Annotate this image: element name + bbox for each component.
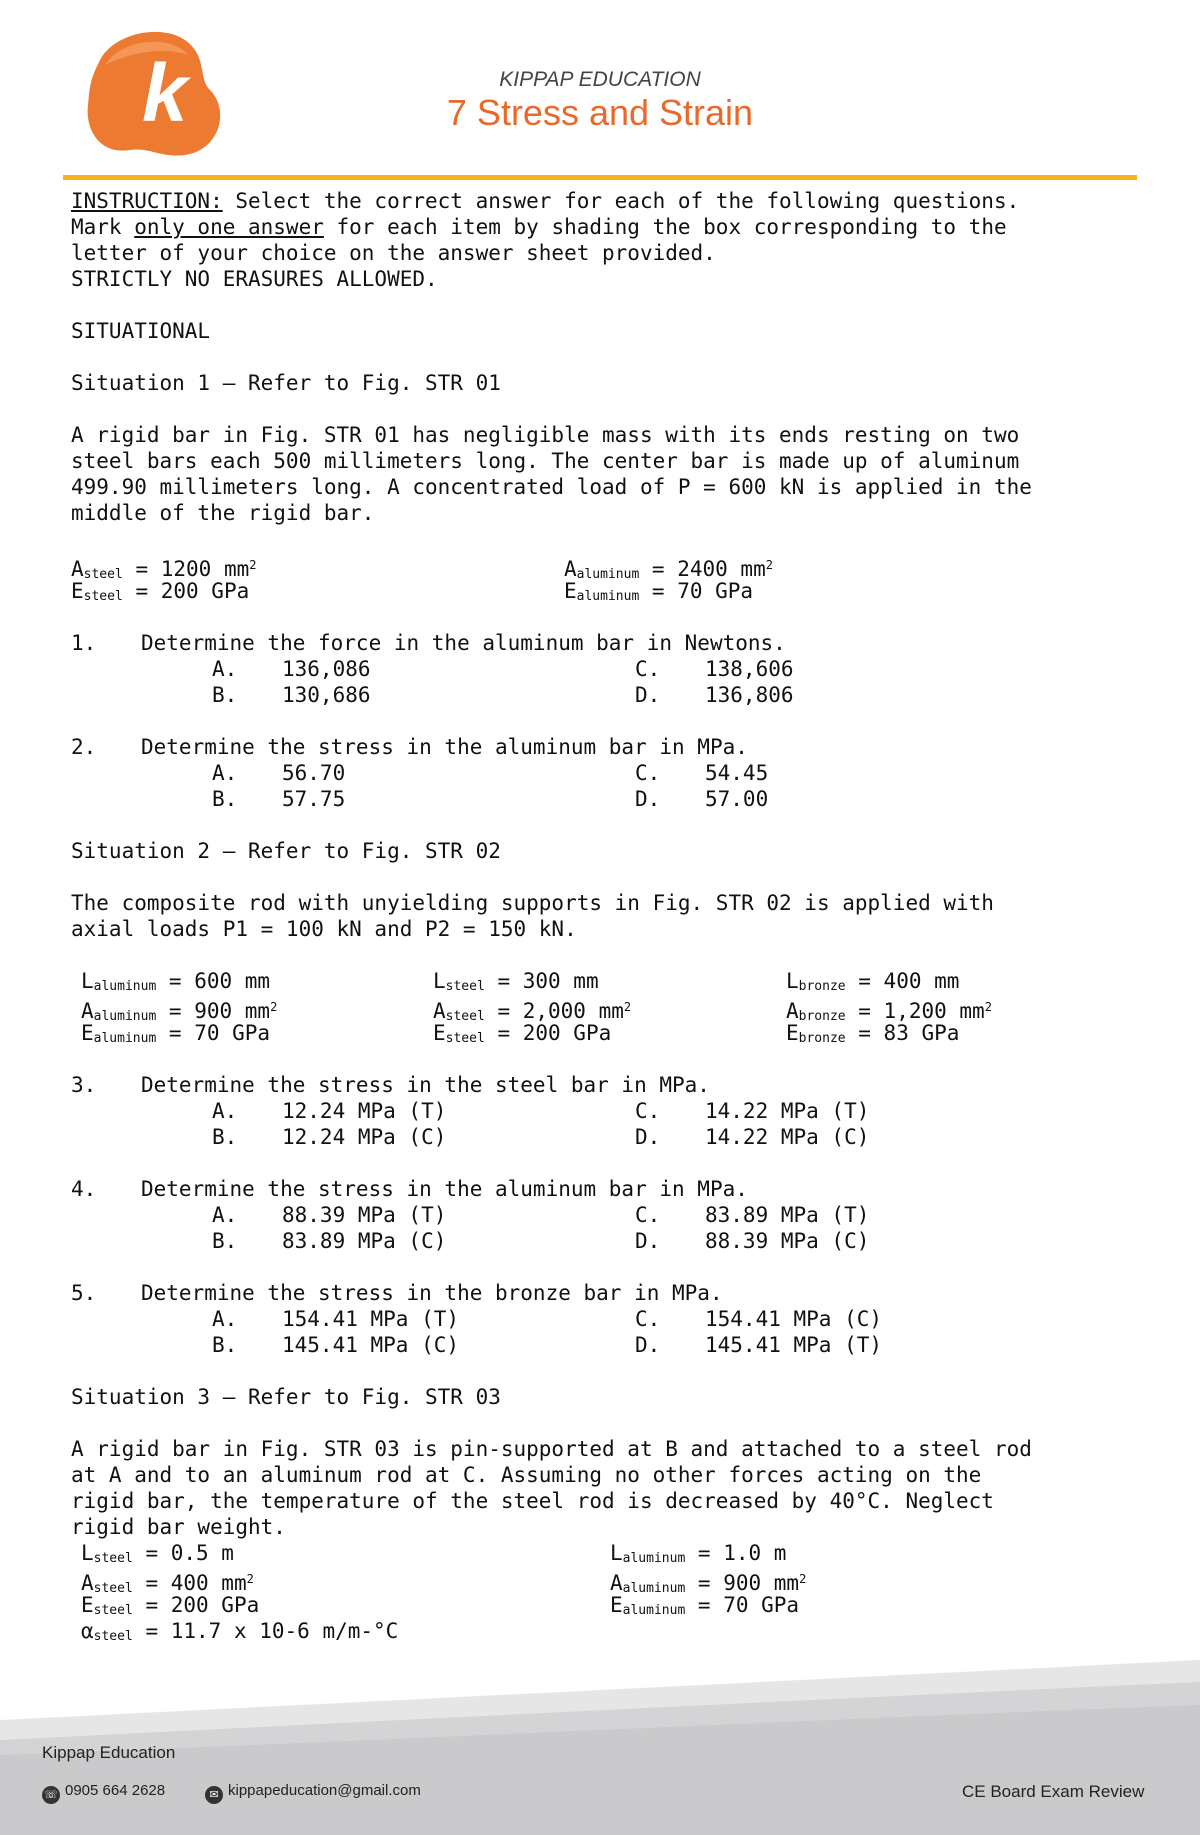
question-4 — [71, 1176, 1131, 1254]
instruction-text-3: letter of your choice on the answer sheet provided. — [71, 241, 716, 265]
given-e-steel: $E_{steel} = 200$ GPa — [71, 579, 250, 604]
situation-1-givens — [71, 552, 1131, 604]
situation-2-line: The composite rod with unyielding supports in Fig. STR 02 is applied with — [71, 891, 994, 915]
question-2 — [71, 734, 1131, 812]
option-a[interactable]: A. 56.70 — [212, 761, 346, 785]
instruction-label: INSTRUCTION: — [71, 189, 223, 213]
instruction-block — [71, 188, 1131, 292]
option-c[interactable]: C. 138,606 — [635, 657, 794, 681]
question-number: 4. — [71, 1177, 97, 1201]
given-l-aluminum: $L_{aluminum} = 600$ mm — [81, 969, 271, 994]
situation-1-line: middle of the rigid bar. — [71, 501, 375, 525]
given-l-aluminum: $L_{aluminum} = 1.0$ m — [610, 1541, 787, 1566]
given-a-steel: $A_{steel} = 400$ $mm^2$ — [81, 1571, 254, 1596]
situation-2-description — [71, 890, 1131, 942]
option-c[interactable]: C. 154.41 MPa (C) — [635, 1307, 883, 1331]
option-b[interactable]: B. 57.75 — [212, 787, 346, 811]
section-heading: SITUATIONAL — [71, 319, 211, 343]
question-text: Determine the stress in the steel bar in MPa. — [141, 1073, 710, 1097]
given-e-aluminum: $E_{aluminum} = 70$ GPa — [81, 1021, 271, 1046]
question-text: Determine the force in the aluminum bar in Newtons. — [141, 631, 786, 655]
option-b[interactable]: B. 130,686 — [212, 683, 371, 707]
logo-letter: k — [142, 48, 188, 139]
given-a-steel: $A_{steel} = 2,000$ $mm^2$ — [433, 999, 632, 1024]
footer-tagline: CE Board Exam Review — [962, 1782, 1145, 1801]
given-e-steel: $E_{steel} = 200$ GPa — [81, 1593, 260, 1618]
question-text: Determine the stress in the aluminum bar in MPa. — [141, 1177, 748, 1201]
option-d[interactable]: D. 136,806 — [635, 683, 794, 707]
question-3 — [71, 1072, 1131, 1150]
option-a[interactable]: A. 12.24 MPa (T) — [212, 1099, 447, 1123]
question-number: 1. — [71, 631, 97, 655]
instruction-text-2a: Mark — [71, 215, 135, 239]
option-a[interactable]: A. 136,086 — [212, 657, 371, 681]
footer-phone: ☏ 0905 664 2628 — [42, 1782, 165, 1804]
situation-1-line: 499.90 millimeters long. A concentrated load of P = 600 kN is applied in the — [71, 475, 1032, 499]
option-d[interactable]: D. 88.39 MPa (C) — [635, 1229, 870, 1253]
given-l-steel: $L_{steel} = 300$ mm — [433, 969, 599, 994]
question-1 — [71, 630, 1131, 708]
option-c[interactable]: C. 54.45 — [635, 761, 769, 785]
given-e-aluminum: $E_{aluminum} = 70$ GPa — [610, 1593, 800, 1618]
given-l-bronze: $L_{bronze} = 400$ mm — [786, 969, 960, 994]
email-icon: ✉ — [205, 1786, 223, 1804]
situation-3-line: at A and to an aluminum rod at C. Assuming no other forces acting on the — [71, 1463, 982, 1487]
given-alpha-steel: $\alpha_{steel} = 11.7$ x 10-6 m/m-°C — [81, 1619, 399, 1644]
situation-1-heading: Situation 1 – Refer to Fig. STR 01 — [71, 371, 501, 395]
given-l-steel: $L_{steel} = 0.5$ m — [81, 1541, 234, 1566]
option-a[interactable]: A. 154.41 MPa (T) — [212, 1307, 460, 1331]
option-c[interactable]: C. 14.22 MPa (T) — [635, 1099, 870, 1123]
situation-3-description — [71, 1436, 1131, 1540]
situation-2-givens — [71, 968, 1131, 1046]
situation-2-heading: Situation 2 – Refer to Fig. STR 02 — [71, 839, 501, 863]
question-number: 5. — [71, 1281, 97, 1305]
situation-3-givens — [71, 1540, 1131, 1644]
given-a-steel: $A_{steel} = 1200$ $mm^2$ — [71, 557, 257, 582]
situation-2-line: axial loads P1 = 100 kN and P2 = 150 kN. — [71, 917, 577, 941]
situation-1-line: steel bars each 500 millimeters long. The center bar is made up of aluminum — [71, 449, 1020, 473]
instruction-text-1: Select the correct answer for each of the following questions. — [222, 189, 1020, 213]
footer-company: Kippap Education — [42, 1743, 176, 1762]
footer-background — [0, 1660, 1200, 1835]
given-a-aluminum: $A_{aluminum} = 900$ $mm^2$ — [81, 999, 278, 1024]
option-d[interactable]: D. 14.22 MPa (C) — [635, 1125, 870, 1149]
company-name: KIPPAP EDUCATION — [499, 68, 701, 91]
option-b[interactable]: B. 12.24 MPa (C) — [212, 1125, 447, 1149]
given-e-aluminum: $E_{aluminum} = 70$ GPa — [564, 579, 754, 604]
option-c[interactable]: C. 83.89 MPa (T) — [635, 1203, 870, 1227]
given-e-steel: $E_{steel} = 200$ GPa — [433, 1021, 612, 1046]
kippap-logo — [80, 25, 230, 160]
situation-3-line: rigid bar weight. — [71, 1515, 286, 1539]
option-a[interactable]: A. 88.39 MPa (T) — [212, 1203, 447, 1227]
given-a-aluminum: $A_{aluminum} = 900$ $mm^2$ — [610, 1571, 807, 1596]
option-d[interactable]: D. 57.00 — [635, 787, 769, 811]
question-5 — [71, 1280, 1131, 1358]
instruction-text-2b: for each item by shading the box corresponding to the — [323, 215, 1007, 239]
question-number: 2. — [71, 735, 97, 759]
phone-icon: ☏ — [42, 1786, 60, 1804]
given-a-bronze: $A_{bronze} = 1,200$ $mm^2$ — [786, 999, 992, 1024]
question-number: 3. — [71, 1073, 97, 1097]
option-b[interactable]: B. 145.41 MPa (C) — [212, 1333, 460, 1357]
situation-3-line: A rigid bar in Fig. STR 03 is pin-supported at B and attached to a steel rod — [71, 1437, 1032, 1461]
option-b[interactable]: B. 83.89 MPa (C) — [212, 1229, 447, 1253]
page-title: 7 Stress and Strain — [446, 92, 754, 133]
given-e-bronze: $E_{bronze} = 83$ GPa — [786, 1021, 960, 1046]
situation-1-description — [71, 422, 1131, 526]
option-d[interactable]: D. 145.41 MPa (T) — [635, 1333, 883, 1357]
situation-3-heading: Situation 3 – Refer to Fig. STR 03 — [71, 1385, 501, 1409]
question-text: Determine the stress in the bronze bar in MPa. — [141, 1281, 723, 1305]
header-divider — [63, 175, 1137, 180]
instruction-emphasis: only one answer — [134, 215, 324, 239]
situation-1-line: A rigid bar in Fig. STR 01 has negligible mass with its ends resting on two — [71, 423, 1020, 447]
given-a-aluminum: $A_{aluminum} = 2400$ $mm^2$ — [564, 557, 773, 582]
question-text: Determine the stress in the aluminum bar in MPa. — [141, 735, 748, 759]
document-body — [71, 188, 1131, 1644]
footer-email[interactable]: ✉ kippapeducation@gmail.com — [205, 1782, 421, 1804]
instruction-text-4: STRICTLY NO ERASURES ALLOWED. — [71, 267, 438, 291]
situation-3-line: rigid bar, the temperature of the steel rod is decreased by 40°C. Neglect — [71, 1489, 994, 1513]
